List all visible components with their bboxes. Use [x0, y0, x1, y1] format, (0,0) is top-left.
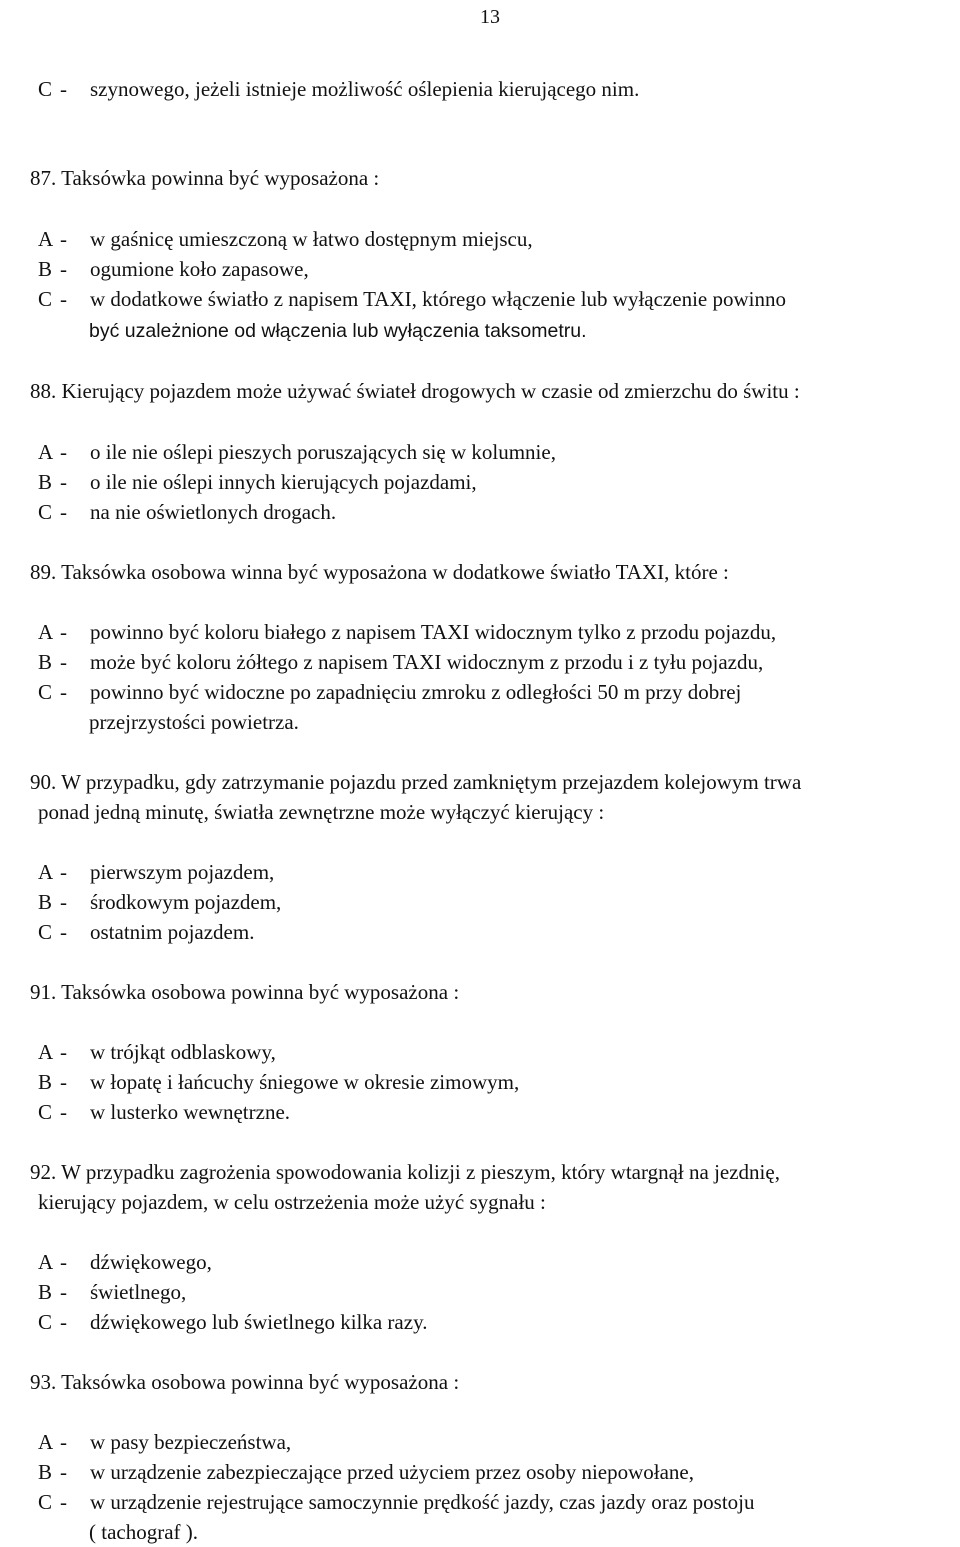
- answer-dash: -: [60, 890, 67, 914]
- answer-letter: C: [38, 287, 53, 311]
- question-text: Kierujący pojazdem może używać świateł drogowych w czasie od zmierzchu do świtu :: [61, 379, 800, 403]
- answer-dash: -: [60, 77, 67, 101]
- answer-text: w dodatkowe światło z napisem TAXI, którego włączenie lub wyłączenie powinno: [90, 287, 786, 311]
- answer-90-a: [38, 857, 274, 887]
- answer-text: dźwiękowego lub świetlnego kilka razy.: [90, 1310, 428, 1334]
- answer-text: na nie oświetlonych drogach.: [90, 500, 337, 524]
- answer-88-c: [38, 497, 336, 527]
- answer-letter: B: [38, 257, 53, 281]
- answer-89-a: [38, 617, 776, 647]
- answer-letter: A: [38, 227, 54, 251]
- answer-dash: -: [60, 257, 67, 281]
- answer-letter: C: [38, 1310, 53, 1334]
- answer-c-previous: [38, 74, 639, 104]
- question-number: 88.: [30, 379, 57, 403]
- answer-text: w urządzenie zabezpieczające przed użyciem przez osoby niepowołane,: [90, 1460, 694, 1484]
- answer-88-b: [38, 467, 477, 497]
- answer-letter: A: [38, 1430, 54, 1454]
- answer-text: w łopatę i łańcuchy śniegowe w okresie zimowym,: [90, 1070, 520, 1094]
- answer-letter: C: [38, 500, 53, 524]
- answer-dash: -: [60, 500, 67, 524]
- answer-letter: B: [38, 1280, 53, 1304]
- answer-dash: -: [60, 1460, 67, 1484]
- question-92-title-line2: kierujący pojazdem, w celu ostrzeżenia może użyć sygnału :: [38, 1190, 546, 1214]
- answer-dash: -: [60, 650, 67, 674]
- answer-text: dźwiękowego,: [90, 1250, 212, 1274]
- answer-letter: C: [38, 680, 53, 704]
- question-90-title: [30, 767, 952, 797]
- answer-letter: B: [38, 650, 53, 674]
- answer-87-b: [38, 254, 309, 284]
- answer-87-a: [38, 224, 533, 254]
- answer-dash: -: [60, 1100, 67, 1124]
- answer-90-c: [38, 917, 254, 947]
- question-text: Taksówka osobowa powinna być wyposażona :: [61, 1370, 460, 1394]
- answer-text: w lusterko wewnętrzne.: [90, 1100, 291, 1124]
- answer-letter: C: [38, 1100, 53, 1124]
- question-number: 87.: [30, 166, 57, 190]
- answer-89-b: [38, 647, 763, 677]
- answer-dash: -: [60, 1310, 67, 1334]
- answer-text: środkowym pojazdem,: [90, 890, 282, 914]
- question-number: 91.: [30, 980, 57, 1004]
- answer-93-c: [38, 1487, 755, 1517]
- answer-dash: -: [60, 1040, 67, 1064]
- answer-text: w urządzenie rejestrujące samoczynnie prędkość jazdy, czas jazdy oraz postoju: [90, 1490, 755, 1514]
- answer-text: w gaśnicę umieszczoną w łatwo dostępnym miejscu,: [90, 227, 533, 251]
- answer-text: ogumione koło zapasowe,: [90, 257, 309, 281]
- question-number: 93.: [30, 1370, 57, 1394]
- answer-letter: B: [38, 890, 53, 914]
- answer-93-b: [38, 1457, 694, 1487]
- question-text: W przypadku, gdy zatrzymanie pojazdu przed zamkniętym przejazdem kolejowym trwa: [61, 770, 802, 794]
- question-text: Taksówka osobowa winna być wyposażona w dodatkowe światło TAXI, które :: [61, 560, 729, 584]
- answer-letter: A: [38, 1250, 54, 1274]
- question-number: 92.: [30, 1160, 57, 1184]
- answer-text: może być koloru żółtego z napisem TAXI widocznym z przodu i z tyłu pojazdu,: [90, 650, 764, 674]
- page-number: 13: [480, 6, 500, 28]
- question-91-title: [30, 977, 952, 1007]
- answer-dash: -: [60, 1490, 67, 1514]
- answer-dash: -: [60, 920, 67, 944]
- answer-92-c: [38, 1307, 427, 1337]
- answer-letter: A: [38, 440, 54, 464]
- answer-letter: C: [38, 920, 53, 944]
- question-number: 90.: [30, 770, 57, 794]
- answer-dash: -: [60, 860, 67, 884]
- answer-text: powinno być koloru białego z napisem TAXI widocznym tylko z przodu pojazdu,: [90, 620, 777, 644]
- answer-91-a: [38, 1037, 276, 1067]
- answer-87-c-continuation: być uzależnione od włączenia lub wyłączenia taksometru.: [89, 320, 587, 342]
- question-93-title: [30, 1367, 952, 1397]
- answer-text: szynowego, jeżeli istnieje możliwość oślepienia kierującego nim.: [90, 77, 640, 101]
- question-92-title: [30, 1157, 952, 1187]
- answer-text: w trójkąt odblaskowy,: [90, 1040, 276, 1064]
- answer-88-a: [38, 437, 556, 467]
- answer-text: powinno być widoczne po zapadnięciu zmroku z odległości 50 m przy dobrej: [90, 680, 742, 704]
- answer-93-c-continuation: ( tachograf ).: [89, 1520, 199, 1544]
- question-text: Taksówka powinna być wyposażona :: [61, 166, 380, 190]
- question-88-title: [30, 376, 952, 406]
- answer-93-a: [38, 1427, 291, 1457]
- answer-dash: -: [60, 1280, 67, 1304]
- answer-dash: -: [60, 1250, 67, 1274]
- answer-dash: -: [60, 470, 67, 494]
- answer-dash: -: [60, 440, 67, 464]
- question-text: Taksówka osobowa powinna być wyposażona :: [61, 980, 460, 1004]
- answer-letter: C: [38, 77, 53, 101]
- answer-dash: -: [60, 287, 67, 311]
- answer-92-b: [38, 1277, 186, 1307]
- answer-letter: B: [38, 1070, 53, 1094]
- answer-92-a: [38, 1247, 212, 1277]
- answer-91-c: [38, 1097, 290, 1127]
- question-89-title: [30, 557, 952, 587]
- answer-dash: -: [60, 1430, 67, 1454]
- answer-90-b: [38, 887, 281, 917]
- answer-letter: A: [38, 620, 54, 644]
- question-number: 89.: [30, 560, 57, 584]
- answer-text: świetlnego,: [90, 1280, 187, 1304]
- answer-letter: C: [38, 1490, 53, 1514]
- question-90-title-line2: ponad jedną minutę, światła zewnętrzne może wyłączyć kierujący :: [38, 800, 605, 824]
- answer-letter: B: [38, 470, 53, 494]
- answer-text: w pasy bezpieczeństwa,: [90, 1430, 292, 1454]
- question-text: W przypadku zagrożenia spowodowania kolizji z pieszym, który wtargnął na jezdnię,: [61, 1160, 780, 1184]
- answer-89-c-continuation: przejrzystości powietrza.: [89, 710, 299, 734]
- answer-letter: A: [38, 1040, 54, 1064]
- answer-89-c: [38, 677, 741, 707]
- answer-text: o ile nie oślepi pieszych poruszających się w kolumnie,: [90, 440, 556, 464]
- answer-text: o ile nie oślepi innych kierujących pojazdami,: [90, 470, 477, 494]
- answer-letter: B: [38, 1460, 53, 1484]
- answer-text: pierwszym pojazdem,: [90, 860, 275, 884]
- question-87-title: [30, 163, 952, 193]
- answer-text: ostatnim pojazdem.: [90, 920, 255, 944]
- answer-dash: -: [60, 680, 67, 704]
- answer-letter: A: [38, 860, 54, 884]
- answer-dash: -: [60, 620, 67, 644]
- answer-dash: -: [60, 1070, 67, 1094]
- answer-91-b: [38, 1067, 519, 1097]
- answer-87-c: [38, 284, 786, 314]
- answer-dash: -: [60, 227, 67, 251]
